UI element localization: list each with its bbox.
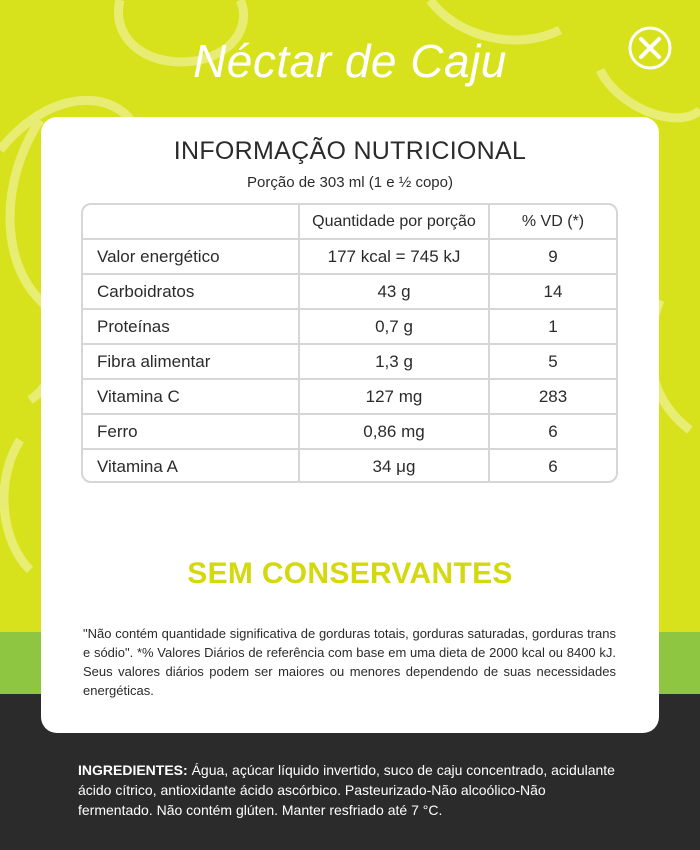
table-row	[83, 240, 616, 275]
table-row	[83, 275, 616, 310]
table-row	[83, 450, 616, 483]
table-row	[83, 415, 616, 450]
nutrient-quantity: 1,3 g	[300, 345, 490, 378]
ingredients-block	[78, 760, 624, 820]
table-row	[83, 380, 616, 415]
nutrient-quantity: 0,86 mg	[300, 415, 490, 448]
nutrient-dv: 6	[548, 457, 558, 476]
nutrient-dv: 9	[548, 247, 558, 266]
product-title: Néctar de Caju	[193, 35, 507, 87]
nutrient-dv: 283	[538, 387, 568, 406]
nutrient-quantity: 34 μg	[300, 450, 490, 483]
close-button[interactable]	[626, 24, 674, 72]
nutrition-footnote: "Não contém quantidade significativa de gorduras totais, gorduras saturadas, gorduras trans e sódio". *% Valores Diários de referência com base em uma dieta de 2000 kcal ou 8400 kJ. Seus valores diários podem ser maiores ou menores dependendo de suas necessidades energéticas.	[83, 626, 616, 698]
nutrition-card	[41, 117, 659, 733]
nutrient-quantity: 43 g	[300, 275, 490, 308]
header-cell	[83, 205, 300, 238]
ingredients-text: Água, açúcar líquido invertido, suco de caju concentrado, acidulante ácido cítrico, antioxidante ácido ascórbico. Pasteurizado-Não alcoólico-Não fermentado. Não contém glúten. Manter resfriado até 7 °C.	[78, 762, 615, 818]
header-cell: % VD (*)	[521, 213, 585, 230]
nutrient-quantity: 0,7 g	[300, 310, 490, 343]
nutrient-name: Vitamina C	[83, 380, 300, 413]
nutrient-name: Vitamina A	[83, 450, 300, 483]
table-header-row	[83, 205, 616, 240]
nutrient-dv: 6	[548, 422, 558, 441]
ingredients-label: INGREDIENTES:	[78, 762, 188, 778]
nutrient-name: Carboidratos	[83, 275, 300, 308]
close-icon	[626, 24, 674, 72]
nutrient-dv: 14	[543, 282, 563, 301]
portion-size: Porção de 303 ml (1 e ½ copo)	[247, 174, 453, 191]
nutrition-title: INFORMAÇÃO NUTRICIONAL	[173, 137, 527, 165]
nutrient-quantity: 127 mg	[300, 380, 490, 413]
nutrient-name: Valor energético	[83, 240, 300, 273]
table-row	[83, 345, 616, 380]
nutrient-name: Fibra alimentar	[83, 345, 300, 378]
nutrient-dv: 1	[548, 317, 558, 336]
header-cell: Quantidade por porção	[300, 205, 490, 238]
nutrient-name: Proteínas	[83, 310, 300, 343]
nutrient-name: Ferro	[83, 415, 300, 448]
nutrient-quantity: 177 kcal = 745 kJ	[300, 240, 490, 273]
no-preservatives-heading: SEM CONSERVANTES	[187, 557, 513, 590]
table-row	[83, 310, 616, 345]
nutrition-table	[81, 203, 618, 483]
nutrient-dv: 5	[548, 352, 558, 371]
